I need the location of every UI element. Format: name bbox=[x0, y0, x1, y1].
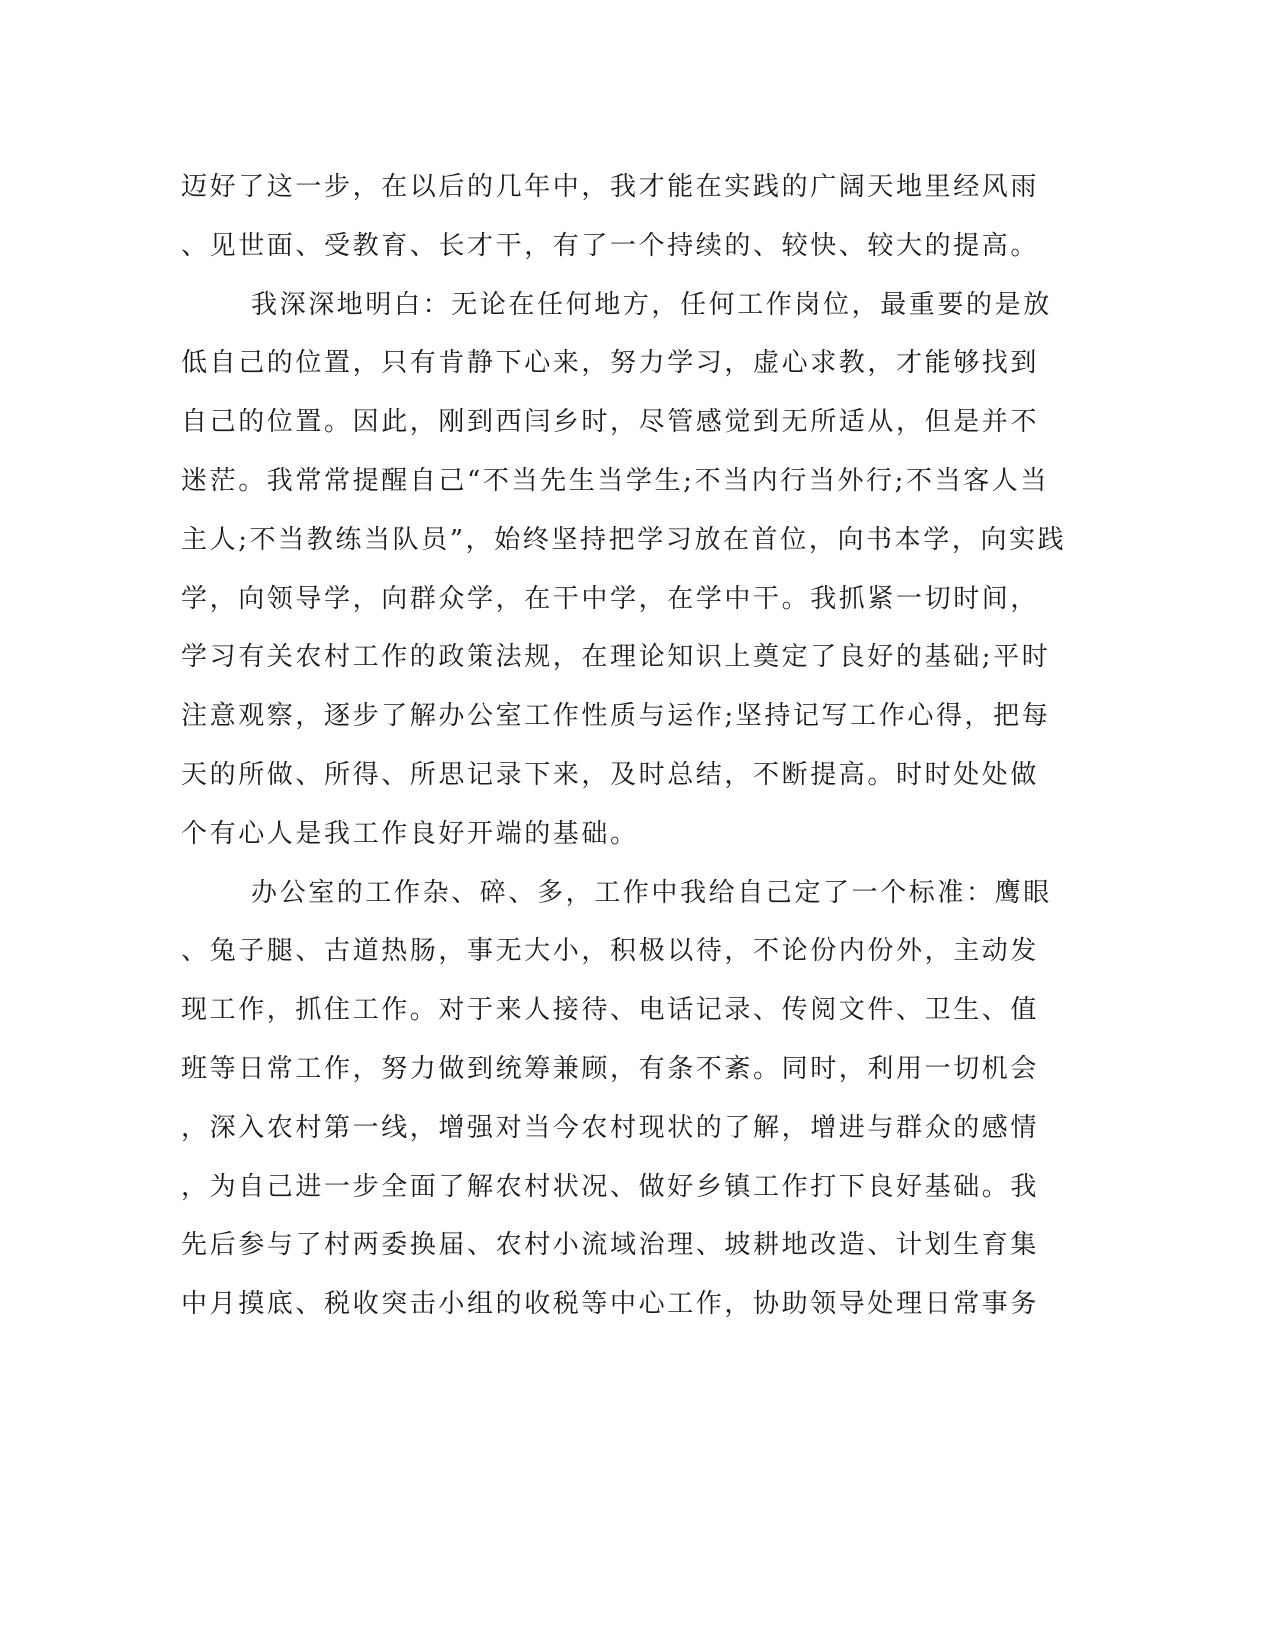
text-line: 迈好了这一步，在以后的几年中，我才能在实践的广阔天地里经风雨 bbox=[181, 172, 1040, 202]
text-line: 主人;不当教练当队员”，始终坚持把学习放在首位，向书本学，向实践 bbox=[181, 524, 1067, 555]
text-line: 中月摸底、税收突击小组的收税等中心工作，协助领导处理日常事务 bbox=[181, 1289, 1040, 1320]
text-line: 天的所做、所得、所思记录下来，及时总结，不断提高。时时处处做 bbox=[181, 759, 1040, 790]
text-line: ，为自己进一步全面了解农村状况、做好乡镇工作打下良好基础。我 bbox=[181, 1171, 1040, 1202]
text-line: 自己的位置。因此，刚到西闫乡时，尽管感觉到无所适从，但是并不 bbox=[181, 407, 1040, 438]
text-line: 班等日常工作，努力做到统筹兼顾，有条不紊。同时，利用一切机会 bbox=[181, 1053, 1040, 1084]
body-text bbox=[181, 158, 1067, 1334]
text-line: 现工作，抓住工作。对于来人接待、电话记录、传阅文件、卫生、值 bbox=[181, 995, 1040, 1026]
text-line: 注意观察，逐步了解办公室工作性质与运作;坚持记写工作心得，把每 bbox=[181, 701, 1051, 732]
paragraph-first-line: 办公室的工作杂、碎、多，工作中我给自己定了一个标准：鹰眼 bbox=[251, 877, 1052, 908]
text-line: 迷茫。我常常提醒自己“不当先生当学生;不当内行当外行;不当客人当 bbox=[181, 465, 1050, 496]
text-line: 个有心人是我工作良好开端的基础。 bbox=[181, 818, 639, 849]
text-line: ，深入农村第一线，增强对当今农村现状的了解，增进与群众的感情 bbox=[181, 1112, 1040, 1143]
text-line: 先后参与了村两委换届、农村小流域治理、坡耕地改造、计划生育集 bbox=[181, 1230, 1040, 1261]
text-line: 、见世面、受教育、长才干，有了一个持续的、较快、较大的提高。 bbox=[181, 230, 1040, 261]
text-line: 学，向领导学，向群众学，在干中学，在学中干。我抓紧一切时间， bbox=[181, 583, 1040, 614]
text-line: 低自己的位置，只有肯静下心来，努力学习，虚心求教，才能够找到 bbox=[181, 348, 1040, 379]
text-line: 、兔子腿、古道热肠，事无大小，积极以待，不论份内份外，主动发 bbox=[181, 936, 1040, 967]
paragraph-first-line: 我深深地明白：无论在任何地方，任何工作岗位，最重要的是放 bbox=[251, 289, 1052, 320]
text-line: 学习有关农村工作的政策法规，在理论知识上奠定了良好的基础;平时 bbox=[181, 642, 1051, 673]
